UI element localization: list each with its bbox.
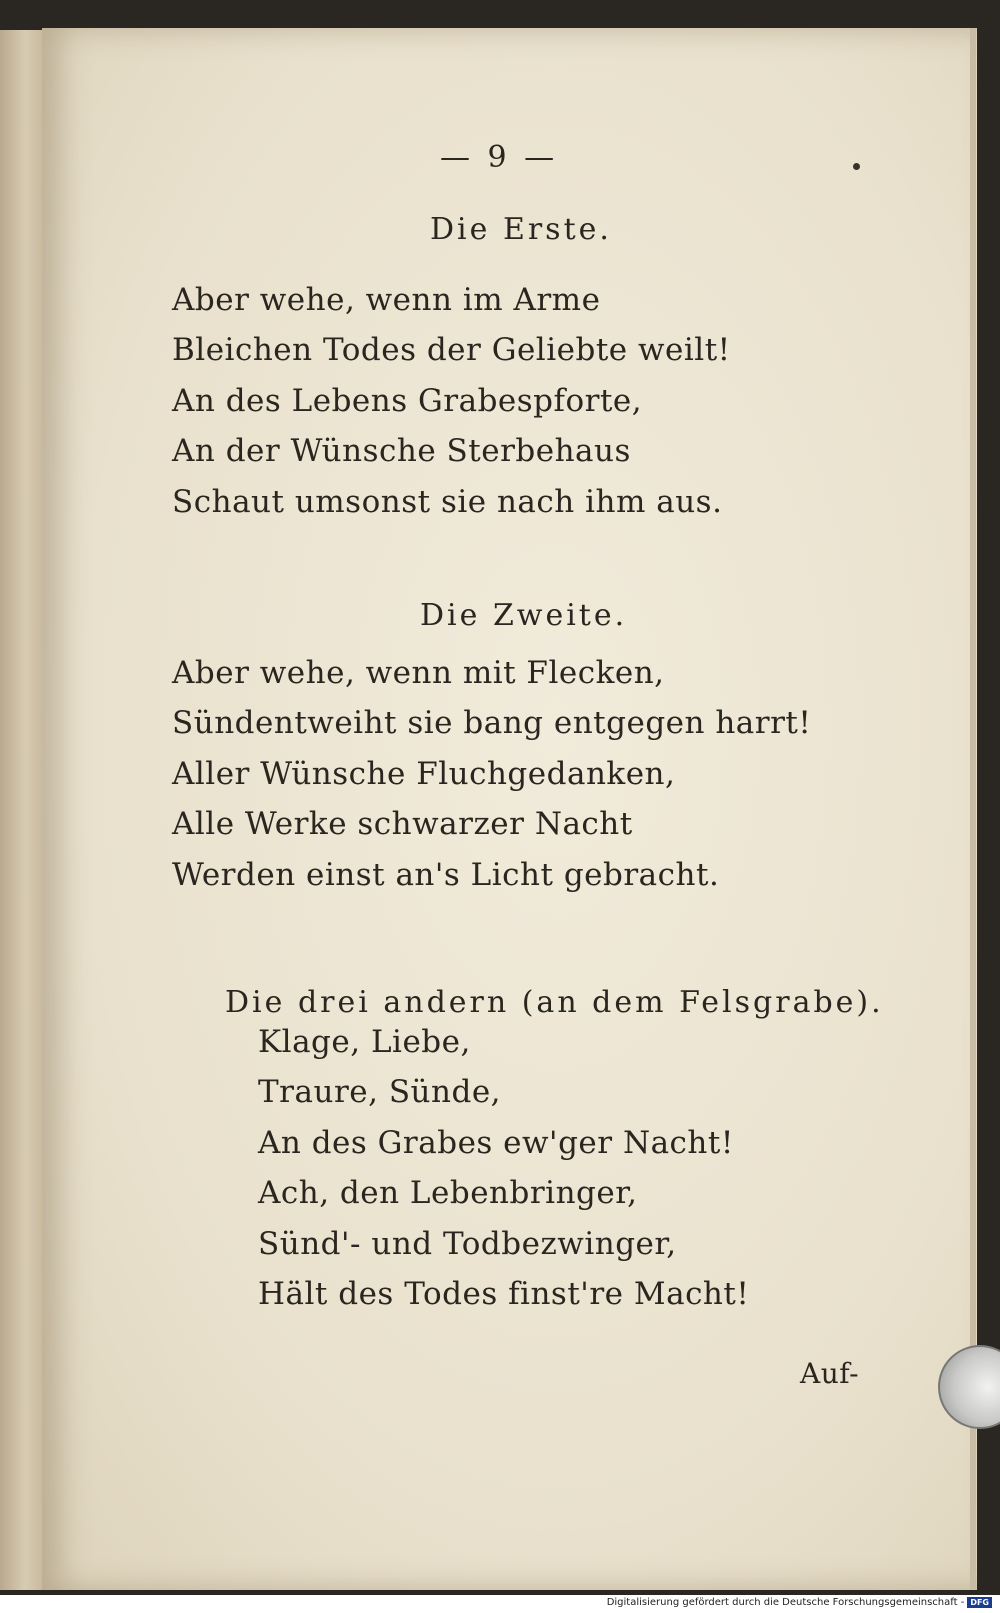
verse-line: An der Wünsche Sterbehaus [172, 433, 631, 469]
verse-line: Ach, den Lebenbringer, [258, 1175, 638, 1211]
page-number: — 9 — [440, 140, 559, 175]
left-page-edge [0, 30, 44, 1590]
verse-line: Schaut umsonst sie nach ihm aus. [172, 484, 723, 520]
verse-line: An des Grabes ew'ger Nacht! [258, 1125, 734, 1161]
section-heading-third: Die drei andern (an dem Felsgrabe). [225, 985, 884, 1020]
verse-line: An des Lebens Grabespforte, [172, 383, 643, 419]
footer-text: Digitalisierung gefördert durch die Deutsche Forschungsgemeinschaft - [606, 1597, 965, 1608]
verse-line: Aller Wünsche Fluchgedanken, [172, 756, 676, 792]
verse-line: Sündentweiht sie bang entgegen harrt! [172, 705, 812, 741]
verse-line: Hält des Todes finst're Macht! [258, 1276, 750, 1312]
section-heading-second: Die Zweite. [420, 598, 628, 633]
verse-line: Sünd'- und Todbezwinger, [258, 1226, 677, 1262]
verse-line: Klage, Liebe, [258, 1024, 471, 1060]
verse-line: Werden einst an's Licht gebracht. [172, 857, 720, 893]
verse-line: Aber wehe, wenn mit Flecken, [172, 655, 665, 691]
section-heading-first: Die Erste. [430, 212, 612, 247]
digitization-footer [607, 1597, 992, 1608]
dfg-logo-icon: DFG [967, 1597, 992, 1608]
verse-line: Alle Werke schwarzer Nacht [172, 806, 633, 842]
verse-line: Aber wehe, wenn im Arme [172, 282, 601, 318]
catchword: Auf- [800, 1357, 860, 1390]
verse-line: Traure, Sünde, [258, 1074, 502, 1110]
verse-line: Bleichen Todes der Geliebte weilt! [172, 332, 731, 368]
ink-spot [853, 163, 860, 170]
